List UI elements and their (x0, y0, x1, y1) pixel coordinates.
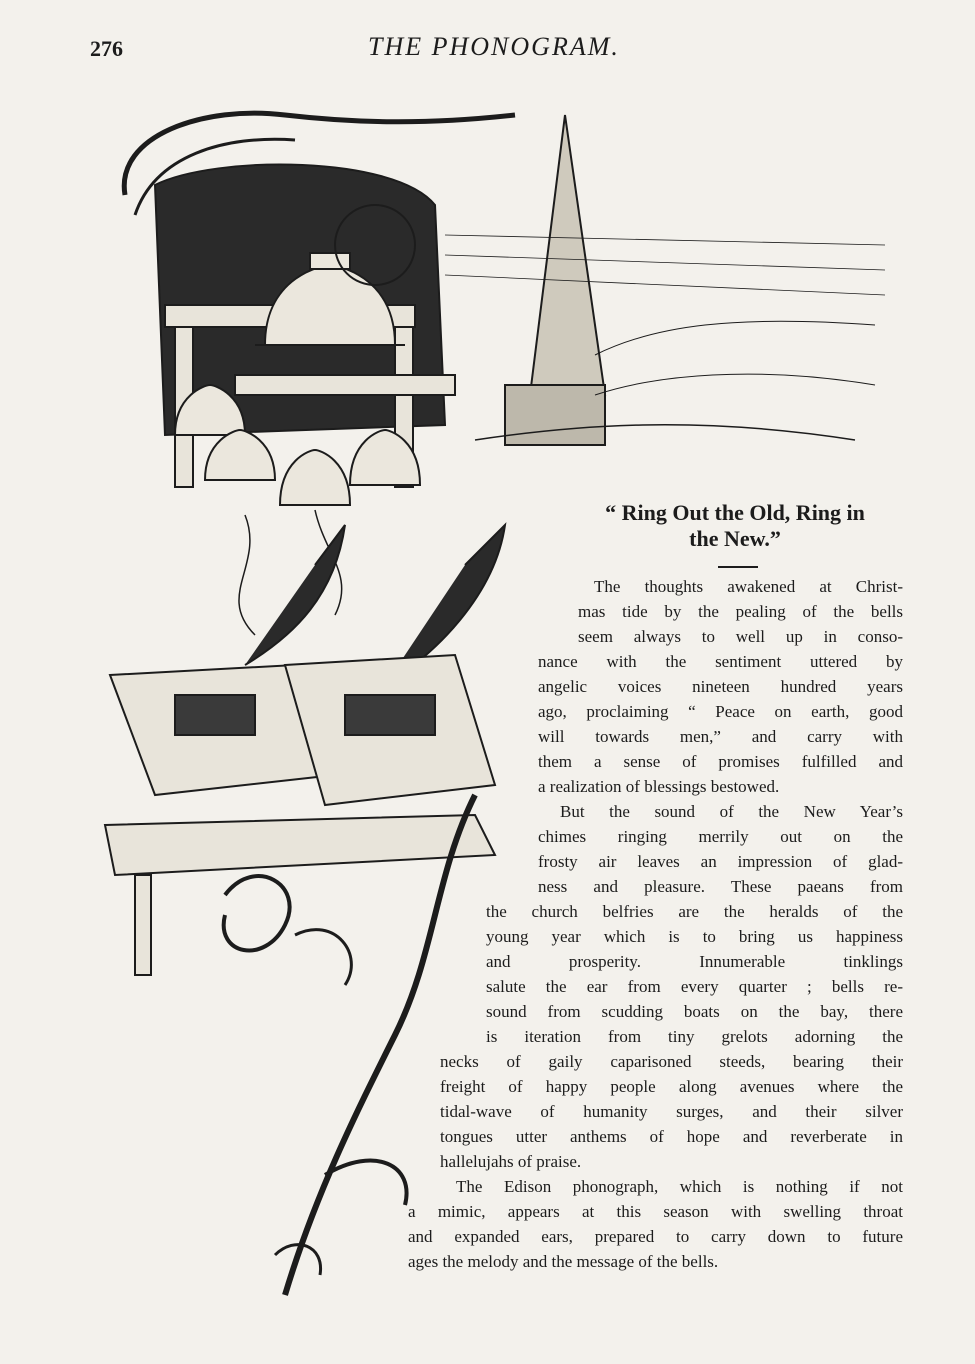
body-text-line: angelic voices nineteen hundred years (538, 677, 903, 696)
body-text-line: ages the melody and the message of the bells. (408, 1252, 719, 1271)
body-text-line: frosty air leaves an impression of glad- (538, 852, 903, 871)
body-text-line: them a sense of promises fulfilled and (538, 752, 903, 771)
church-steeple (530, 115, 605, 395)
body-text-line: ago, proclaiming “ Peace on earth, good (538, 702, 903, 721)
body-text-line: mas tide by the pealing of the bells (578, 602, 903, 621)
body-text-line: and expanded ears, prepared to carry down to future (408, 1227, 903, 1246)
body-text-line: nance with the sentiment uttered by (538, 652, 903, 671)
body-text-line: tongues utter anthems of hope and reverberate in (440, 1127, 903, 1146)
body-text-line: salute the ear from every quarter ; bells re- (486, 977, 903, 996)
body-text-line: necks of gaily caparisoned steeds, bearing their (440, 1052, 903, 1071)
title-rule (718, 566, 758, 568)
body-text-line: hallelujahs of praise. (440, 1152, 582, 1171)
body-text-line: will towards men,” and carry with (538, 727, 903, 746)
bell-small (205, 430, 275, 480)
town-landscape (595, 321, 875, 355)
body-text-line: The thoughts awakened at Christ- (594, 577, 903, 596)
body-text-line: and prosperity. Innumerable tinklings (486, 952, 903, 971)
article-title-line: the New.” (689, 526, 781, 551)
body-text-line: chimes ringing merrily out on the (538, 827, 903, 846)
body-text-line: seem always to well up in conso- (578, 627, 903, 646)
body-text-line: tidal-wave of humanity surges, and their silver (440, 1102, 903, 1121)
body-text-line: young year which is to bring us happiness (486, 927, 903, 946)
body-text-line: freight of happy people along avenues where the (440, 1077, 903, 1096)
running-head: THE PHONOGRAM. (368, 32, 620, 61)
body-text-line: But the sound of the New Year’s (560, 802, 903, 821)
body-text-line: a mimic, appears at this season with swelling throat (408, 1202, 903, 1221)
article-title (560, 500, 910, 552)
body-text-line: the church belfries are the heralds of the (486, 902, 903, 921)
body-text-line: a realization of blessings bestowed. (538, 777, 780, 796)
body-text-line: ness and pleasure. These paeans from (538, 877, 903, 896)
bell-small (280, 450, 350, 505)
page-number: 276 (90, 36, 123, 61)
body-text-line: sound from scudding boats on the bay, there (486, 1002, 903, 1021)
body-text-line: The Edison phonograph, which is nothing if not (456, 1177, 903, 1196)
phonograph-horn (245, 525, 345, 665)
article-title-line: “ Ring Out the Old, Ring in (605, 500, 865, 525)
table (105, 815, 495, 875)
body-text-line: is iteration from tiny grelots adorning the (486, 1027, 903, 1046)
